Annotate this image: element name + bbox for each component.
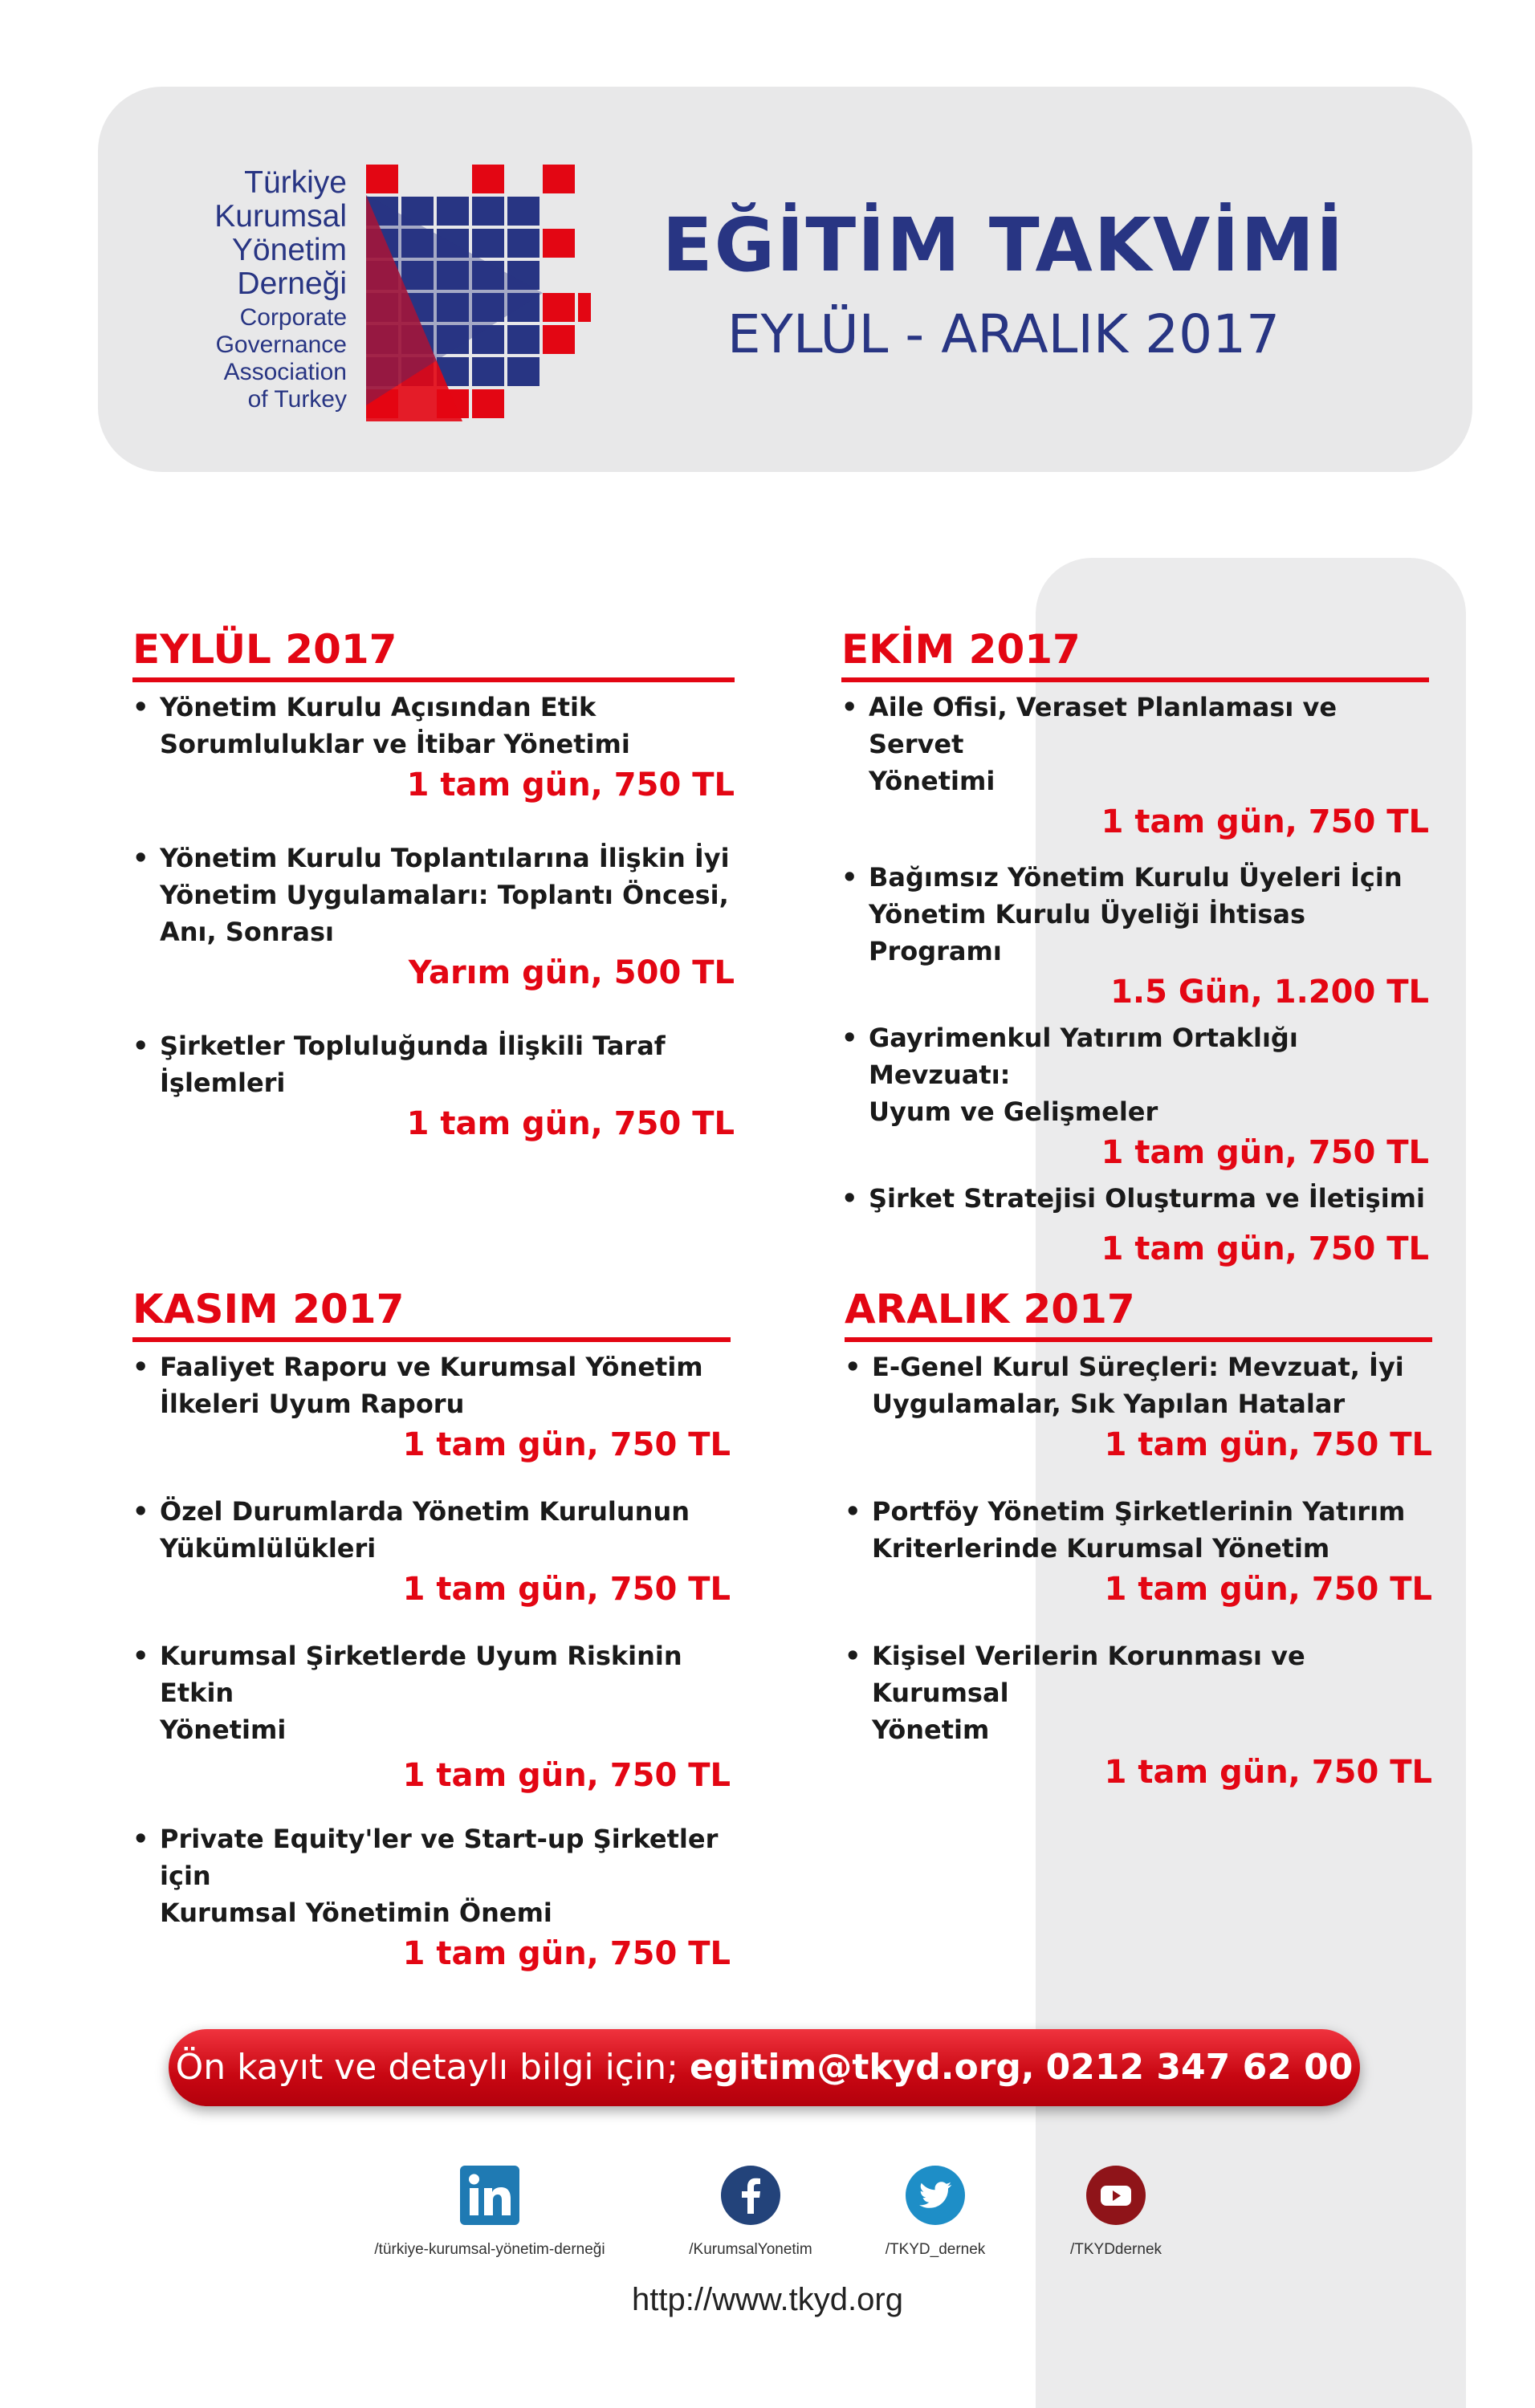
list-item <box>132 1637 731 1798</box>
list-item <box>845 1637 1432 1795</box>
course-price: Yarım gün, 500 TL <box>408 954 735 991</box>
social-facebook[interactable] <box>666 2166 835 2259</box>
month-kasim <box>132 1284 731 1976</box>
list-item <box>132 1820 731 1976</box>
facebook-icon <box>721 2166 780 2225</box>
social-twitter[interactable] <box>867 2166 1004 2259</box>
list-item <box>132 840 735 995</box>
course-price: 1 tam gün, 750 TL <box>402 1757 731 1794</box>
list-item <box>132 1027 735 1146</box>
month-ekim <box>841 624 1429 1271</box>
list-item <box>132 1493 731 1612</box>
course-price: 1 tam gün, 750 TL <box>402 1571 731 1608</box>
logo-name-tr-3: Yönetim <box>231 233 347 267</box>
course-title: • Gayrimenkul Yatırım Ortaklığı Mevzuatı: Uyum ve Gelişmeler <box>841 1019 1429 1130</box>
website-link[interactable]: http://www.tkyd.org <box>632 2282 903 2317</box>
list-item <box>841 1180 1429 1271</box>
social-label: /KurumsalYonetim <box>689 2241 812 2258</box>
logo-name-en-3: Association <box>223 359 347 385</box>
course-title: • Bağımsız Yönetim Kurulu Üyeleri İçin Yönetim Kurulu Üyeliği İhtisas Programı <box>841 859 1429 970</box>
month-heading: EKİM 2017 <box>841 624 1429 682</box>
course-price: 1.5 Gün, 1.200 TL <box>1110 974 1429 1011</box>
youtube-icon <box>1086 2166 1146 2225</box>
course-price: 1 tam gün, 750 TL <box>1104 1754 1432 1791</box>
list-item <box>841 689 1429 844</box>
list-item <box>132 689 735 807</box>
logo-name-en-4: of Turkey <box>247 386 347 413</box>
course-title: • E-Genel Kurul Süreçleri: Mevzuat, İyi Uygulamalar, Sık Yapılan Hatalar <box>845 1348 1432 1422</box>
course-title: • Aile Ofisi, Veraset Planlaması ve Servet Yönetimi <box>841 689 1429 799</box>
course-title: • Faaliyet Raporu ve Kurumsal Yönetim İlkeleri Uyum Raporu <box>132 1348 731 1422</box>
page-title: EĞİTİM TAKVİMİ <box>662 202 1346 288</box>
course-title: • Şirketler Topluluğunda İlişkili Taraf İşlemleri <box>132 1027 735 1101</box>
course-price: 1 tam gün, 750 TL <box>402 1935 731 1972</box>
course-title: • Kişisel Verilerin Korunması ve Kurumsal Yönetim <box>845 1637 1432 1748</box>
month-heading: KASIM 2017 <box>132 1284 731 1342</box>
contact-prefix: Ön kayıt ve detaylı bilgi için; <box>175 2047 678 2088</box>
list-item <box>132 1348 731 1467</box>
logo-name-en-2: Governance <box>215 332 347 358</box>
contact-phone[interactable]: 0212 347 62 00 <box>1045 2047 1354 2088</box>
month-aralik <box>845 1284 1432 1795</box>
logo-text <box>120 166 347 413</box>
list-item <box>845 1348 1432 1467</box>
contact-banner <box>169 2029 1360 2106</box>
contact-email[interactable]: egitim@tkyd.org, <box>689 2047 1035 2088</box>
social-label: /TKYDdernek <box>1069 2241 1162 2258</box>
social-linkedin[interactable] <box>353 2166 626 2259</box>
month-heading: ARALIK 2017 <box>845 1284 1432 1342</box>
logo-grid-icon <box>366 165 591 421</box>
course-price: 1 tam gün, 750 TL <box>1104 1426 1432 1463</box>
course-title: • Özel Durumlarda Yönetim Kurulunun Yükümlülükleri <box>132 1493 731 1567</box>
course-title: • Şirket Stratejisi Oluşturma ve İletişimi <box>841 1180 1429 1217</box>
list-item <box>841 859 1429 1015</box>
twitter-icon <box>906 2166 965 2225</box>
logo-name-tr-2: Kurumsal <box>214 199 347 234</box>
course-title: • Yönetim Kurulu Toplantılarına İlişkin İyi Yönetim Uygulamaları: Toplantı Öncesi, Anı, Sonrası <box>132 840 735 950</box>
course-price: 1 tam gün, 750 TL <box>402 1426 731 1463</box>
course-price: 1 tam gün, 750 TL <box>1101 1134 1429 1171</box>
social-youtube[interactable] <box>1052 2166 1180 2259</box>
course-title: • Kurumsal Şirketlerde Uyum Riskinin Etkin Yönetimi <box>132 1637 731 1748</box>
social-label: /TKYD_dernek <box>885 2241 986 2258</box>
month-heading: EYLÜL 2017 <box>132 624 735 682</box>
course-price: 1 tam gün, 750 TL <box>1101 1230 1429 1267</box>
course-title: • Yönetim Kurulu Açısından Etik Sorumluluklar ve İtibar Yönetimi <box>132 689 735 763</box>
course-price: 1 tam gün, 750 TL <box>406 1105 735 1142</box>
logo-name-tr-1: Türkiye <box>244 165 347 200</box>
social-label: /türkiye-kurumsal-yönetim-derneği <box>374 2241 605 2258</box>
list-item <box>845 1493 1432 1612</box>
month-eylul <box>132 624 735 1146</box>
logo-name-en-1: Corporate <box>239 304 347 331</box>
course-title: • Private Equity'ler ve Start-up Şirketler için Kurumsal Yönetimin Önemi <box>132 1820 731 1931</box>
course-price: 1 tam gün, 750 TL <box>1104 1571 1432 1608</box>
list-item <box>841 1019 1429 1175</box>
logo-name-tr-4: Derneği <box>237 266 347 301</box>
linkedin-icon <box>460 2166 519 2225</box>
page-subtitle: EYLÜL - ARALIK 2017 <box>727 303 1281 365</box>
course-title: • Portföy Yönetim Şirketlerinin Yatırım Kriterlerinde Kurumsal Yönetim <box>845 1493 1432 1567</box>
course-price: 1 tam gün, 750 TL <box>1101 803 1429 840</box>
course-price: 1 tam gün, 750 TL <box>406 767 735 803</box>
